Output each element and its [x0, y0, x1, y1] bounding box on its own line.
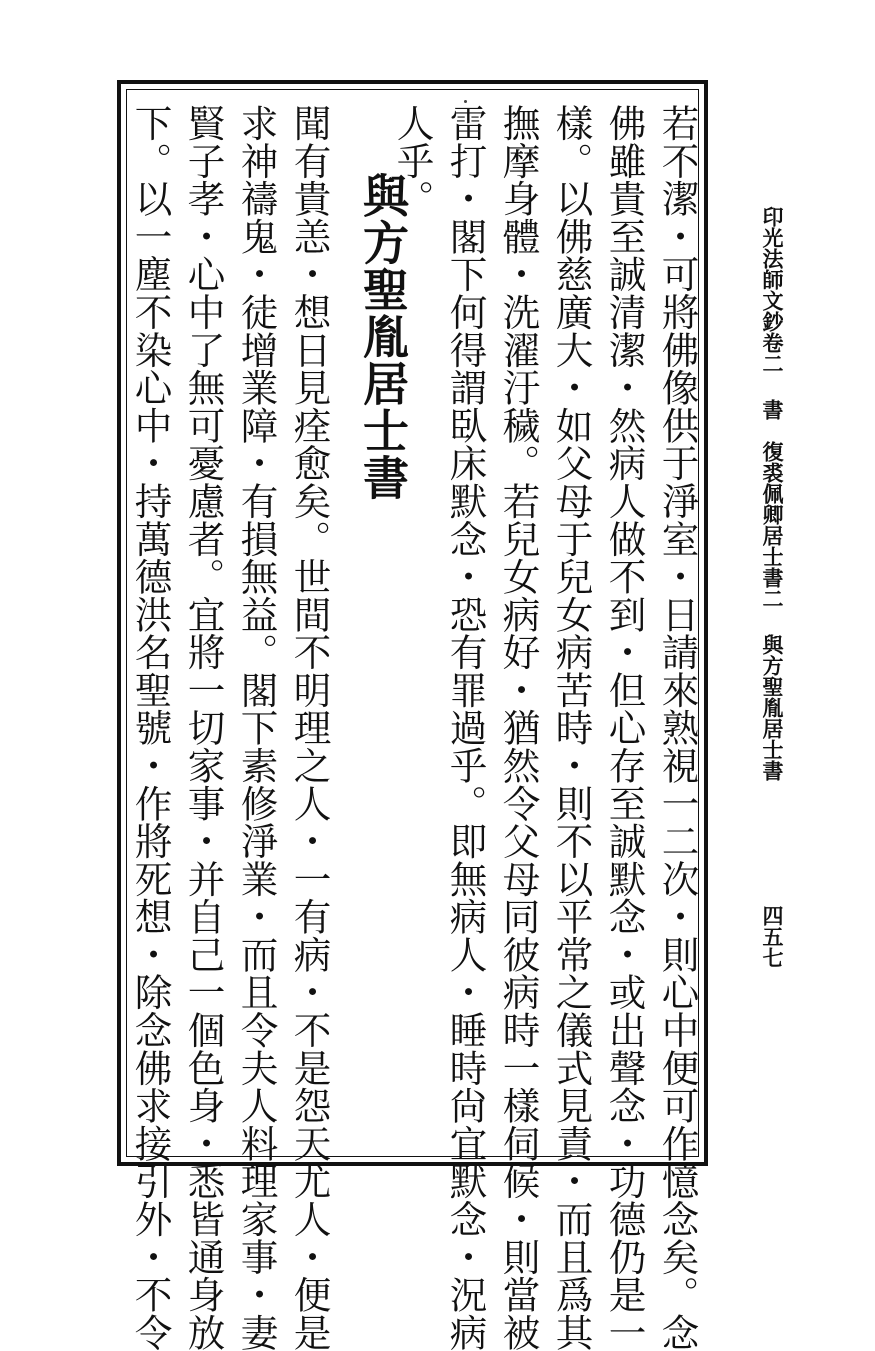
- text-column-5: 雷打・閣下何得謂臥床默念・恐有罪過乎。即無病人・睡時尙宜默念・況病: [443, 104, 488, 1351]
- ink-speck: [464, 100, 467, 103]
- text-column-6: 人乎。: [390, 104, 435, 218]
- page-number: 四五七: [760, 905, 785, 968]
- text-column-7: 聞有貴恙・想日見痊愈矣。世間不明理之人・一有病・不是怨天尤人・便是: [287, 104, 332, 1351]
- running-header: 印光法師文鈔卷二 書 復裘佩卿居士書二 與方聖胤居士書: [760, 206, 785, 781]
- text-column-9: 賢子孝・心中了無可憂慮者。宜將一切家事・并自己一個色身・悉皆通身放: [181, 104, 226, 1351]
- text-column-4: 撫摩身體・洗濯汙穢。若兒女病好・猶然令父母同彼病時一樣伺候・則當被: [496, 104, 541, 1351]
- text-column-2: 佛雖貴至誠清潔・然病人做不到・但心存至誠默念・或出聲念・功德仍是一: [602, 104, 647, 1351]
- text-column-1: 若不潔・可將佛像供于淨室・日請來熟視一二次・則心中便可作憶念矣。念: [655, 104, 700, 1351]
- text-column-3: 樣。以佛慈廣大・如父母于兒女病苦時・則不以平常之儀式見責・而且爲其: [549, 104, 594, 1351]
- letter-title: 與方聖胤居士書: [356, 172, 410, 501]
- text-column-8: 求神禱鬼・徒增業障・有損無益。閣下素修淨業・而且令夫人料理家事・妻: [234, 104, 279, 1351]
- text-column-10: 下。以一塵不染心中・持萬德洪名聖號・作將死想・除念佛求接引外・不令: [128, 104, 173, 1351]
